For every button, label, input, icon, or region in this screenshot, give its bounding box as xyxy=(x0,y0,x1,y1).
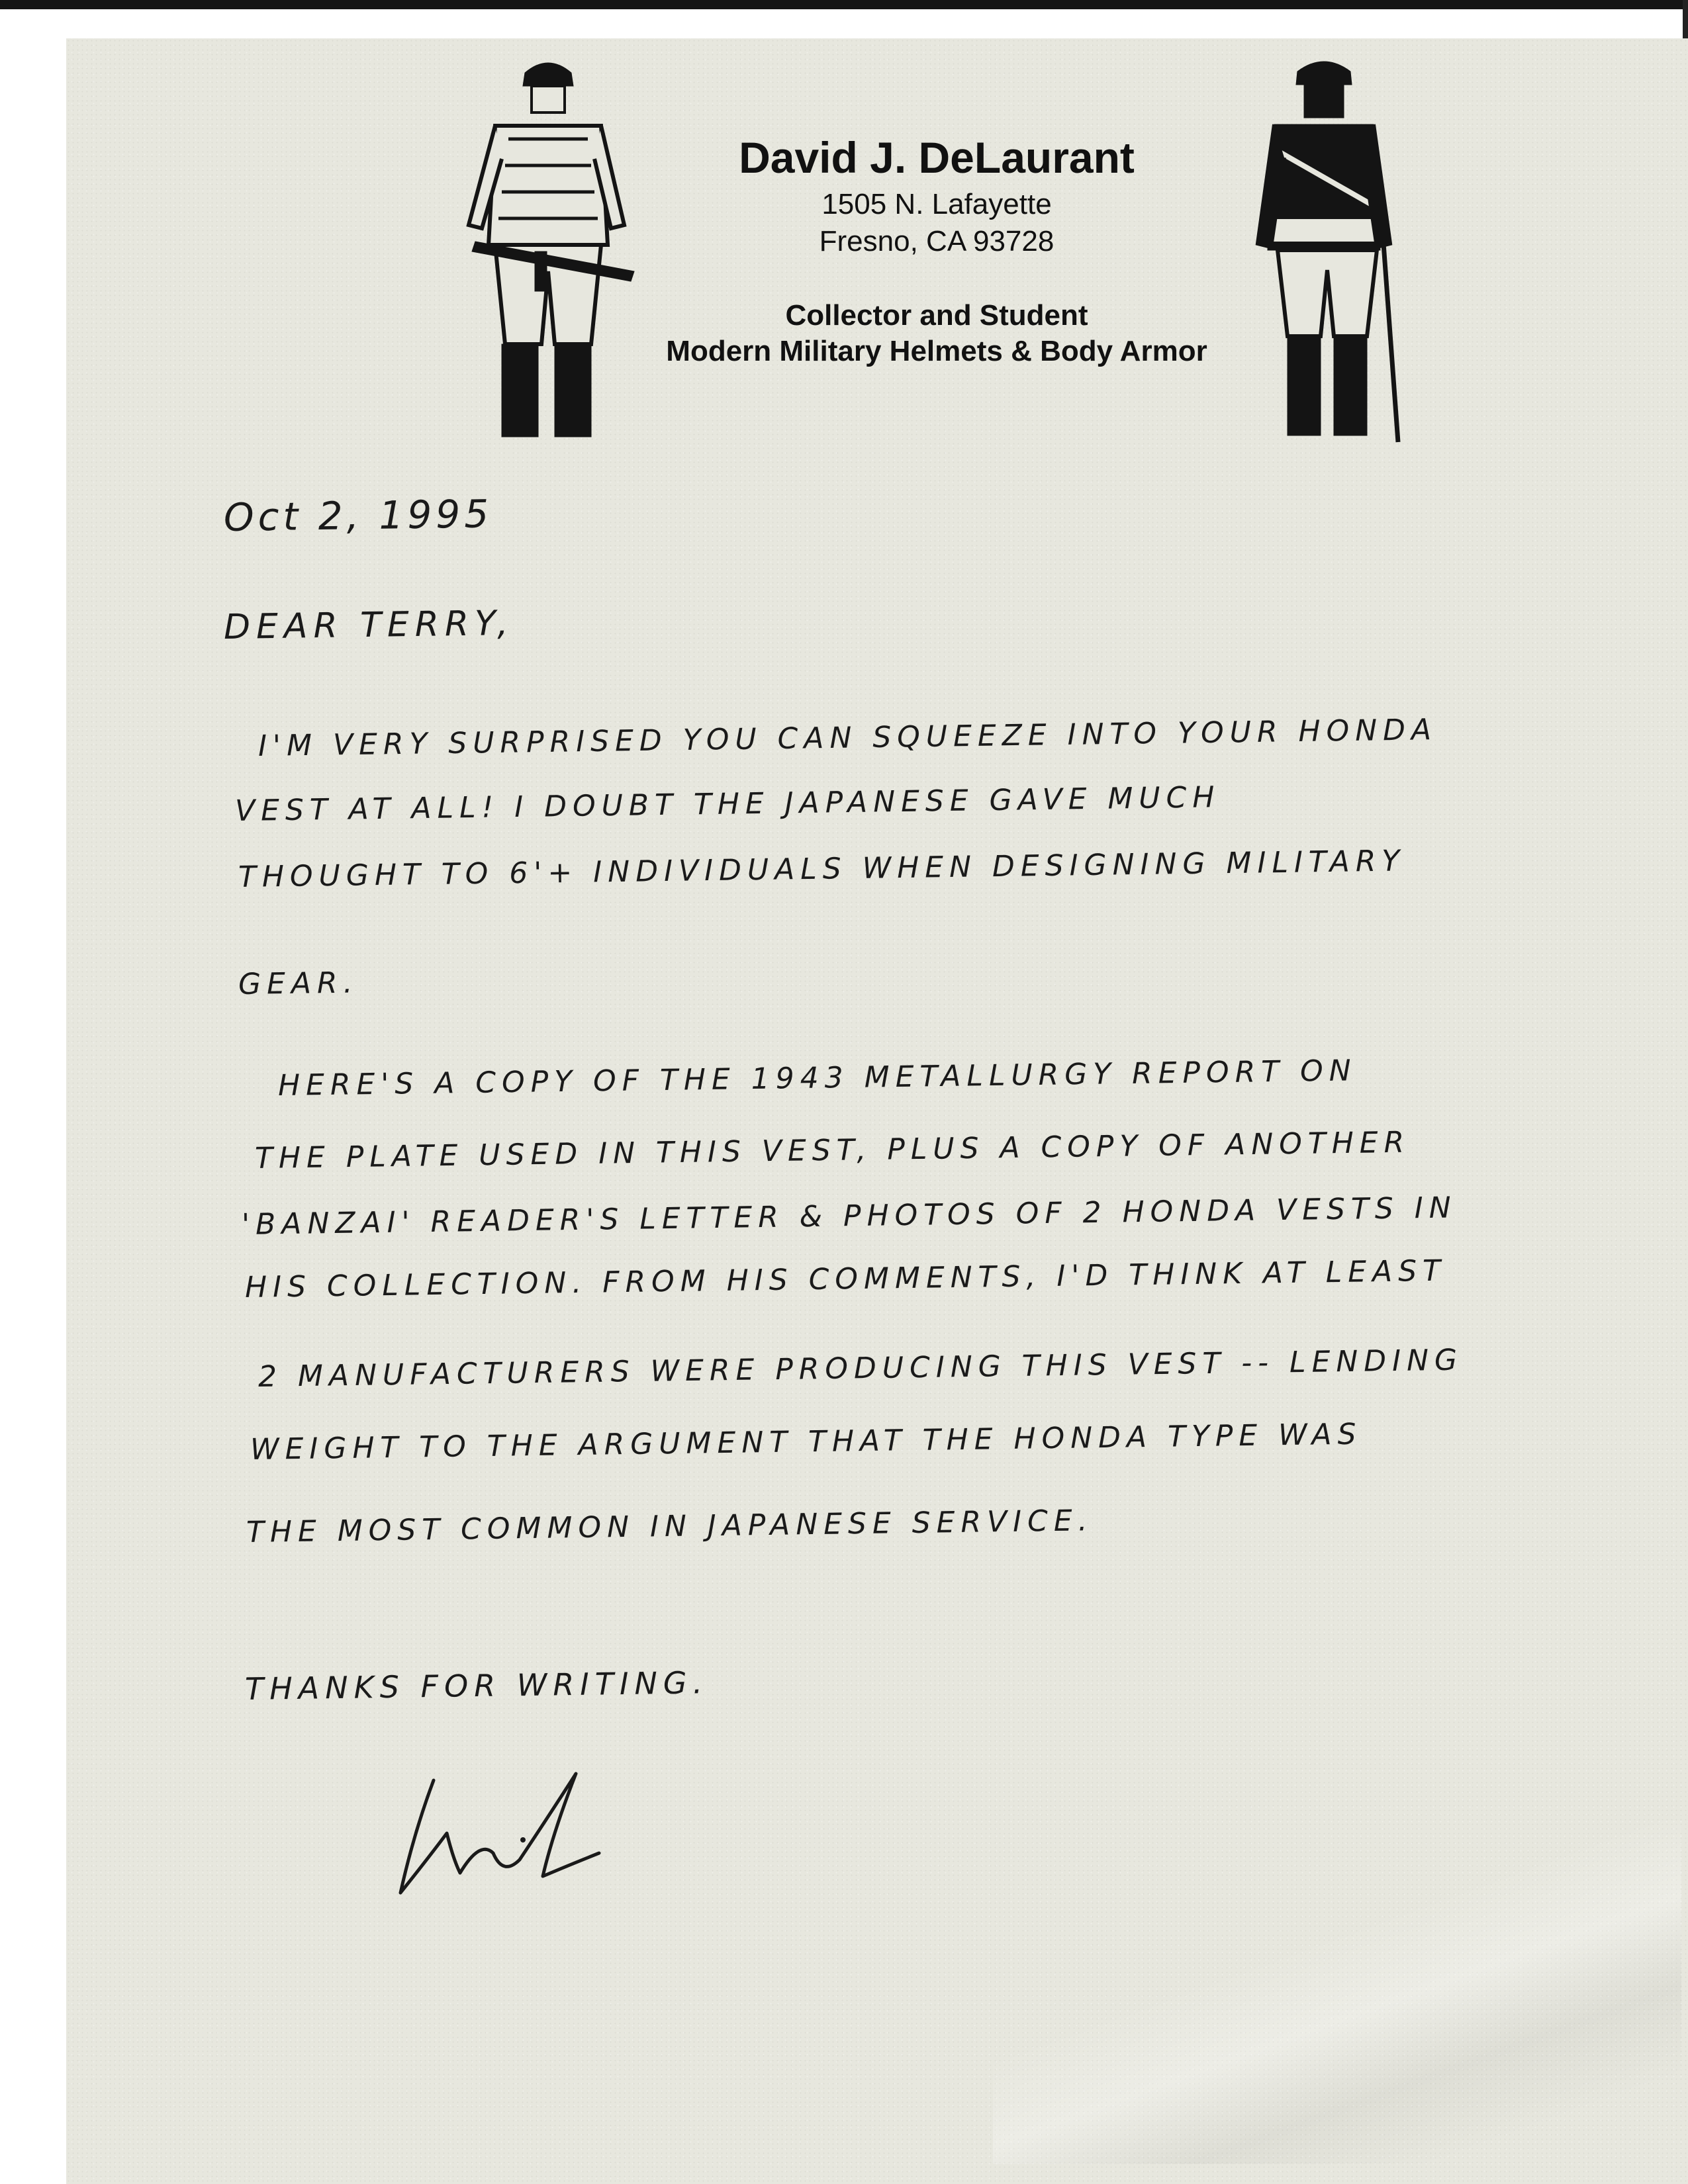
letter-line: VEST AT ALL! I DOUBT THE JAPANESE GAVE MUCH xyxy=(234,780,1221,828)
letterhead-tagline-1: Collector and Student xyxy=(785,299,1088,332)
letterhead-tagline-2: Modern Military Helmets & Body Armor xyxy=(666,335,1207,367)
letter-line: THE MOST COMMON IN JAPANESE SERVICE. xyxy=(246,1504,1094,1549)
letter-greeting: DEAR TERRY, xyxy=(223,603,514,647)
letter-line: 'BANZAI' READER'S LETTER & PHOTOS OF 2 HONDA VESTS IN xyxy=(241,1191,1457,1242)
letter-line: HERE'S A COPY OF THE 1943 METALLURGY REPORT ON xyxy=(277,1054,1357,1103)
paper-crease xyxy=(993,1820,1681,2164)
letter-line: HIS COLLECTION. FROM HIS COMMENTS, I'D THINK AT LEAST xyxy=(244,1253,1447,1304)
letterhead-city: Fresno, CA 93728 xyxy=(819,225,1055,257)
letter-line: I'M VERY SURPRISED YOU CAN SQUEEZE INTO YOUR HONDA xyxy=(258,713,1438,763)
letter-closing: THANKS FOR WRITING. xyxy=(244,1664,709,1707)
letter-line: THOUGHT TO 6'+ INDIVIDUALS WHEN DESIGNING MILITARY xyxy=(238,844,1406,894)
letterhead xyxy=(0,0,1688,463)
letter-line: 2 MANUFACTURERS WERE PRODUCING THIS VEST -- LENDING xyxy=(258,1343,1464,1394)
letterhead-street: 1505 N. Lafayette xyxy=(821,188,1052,220)
soldier-with-sword-icon xyxy=(1251,52,1403,449)
letter-date: Oct 2, 1995 xyxy=(223,491,493,540)
letter-line: WEIGHT TO THE ARGUMENT THAT THE HONDA TYPE WAS xyxy=(250,1417,1362,1467)
letter-line: GEAR. xyxy=(238,966,359,1001)
handwritten-signature xyxy=(387,1760,606,1913)
letter-line: THE PLATE USED IN THIS VEST, PLUS A COPY OF ANOTHER xyxy=(254,1125,1411,1175)
letterhead-name: David J. DeLaurant xyxy=(739,133,1135,182)
